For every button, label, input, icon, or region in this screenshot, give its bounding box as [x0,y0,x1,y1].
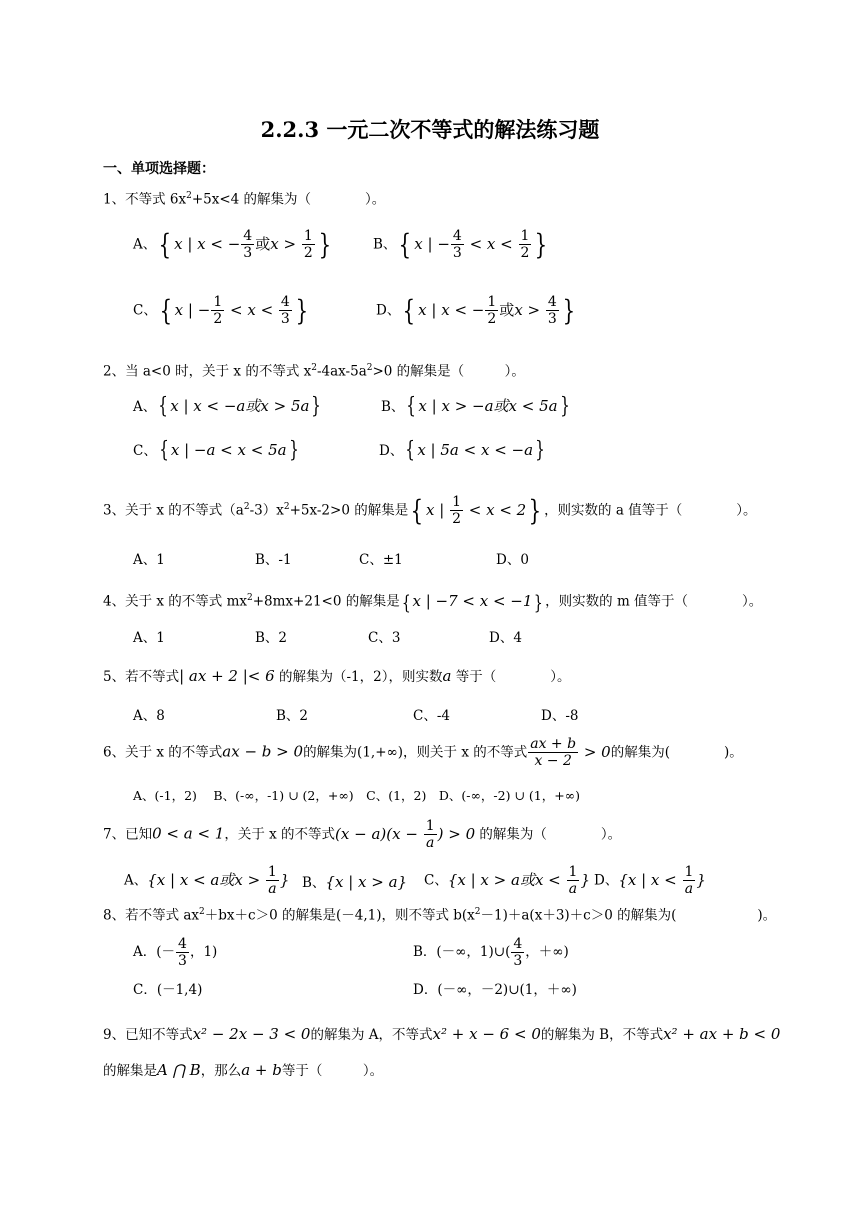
q1-option-a: A、{ x | x < − $\frac{4}{3}$ 或x > $\frac{1}{2}$ } [133,227,331,261]
q5-option-c: C、-4 [413,708,450,724]
q4-option-d: D、4 [489,630,522,646]
q2-option-c: C、{ x | −a < x < 5a} [133,438,299,463]
q8-option-d: D．(－∞，－2)∪(1，＋∞) [413,982,577,998]
q1-option-b: B、{ x | − $\frac{4}{3}$ < x < $\frac{1}{2}$ } [373,227,548,261]
q7-option-b: B、{x | x > a} [302,873,408,891]
q3-option-a: A、1 [133,552,165,568]
q4-option-a: A、1 [133,630,165,646]
q8-option-a: A．(－ $\frac{4}{3}$ ，1) [133,936,218,969]
q6-options: A、(-1，2) B、(-∞，-1) ∪ (2，+∞) C、(1，2) D、(-∞，-2) ∪ (1，+∞) [133,788,580,803]
question-8: 8、若不等式 $ax^2+bx+c>0$ 的解集是(－4,1)，则不等式 $b(x^2-1)+a(x+3)+c>0$ 的解集为( )。 [103,907,777,924]
q5-option-a: A、8 [133,708,165,724]
q2-option-b: B、{ x | x > −a或x < 5a} [381,394,570,419]
section-heading: 一、单项选择题： [103,161,215,177]
q2-option-a: A、{ x | x < −a或x > 5a} [133,394,322,419]
question-2: 2、当 a<0 时，关于 x 的不等式 $x^2-4ax-5a^2>0$ 的解集是（ ）。 [103,363,525,380]
q5-option-b: B、2 [276,708,309,724]
q1-option-c: C、{ x | − $\frac{1}{2}$ < x < $\frac{4}{3}$ } [133,293,308,327]
q7-option-a: A、{x | x < a或x > $\frac{1}{a}$ } [124,864,290,897]
question-7: 7、已知0 < a < 1，关于 x 的不等式(x − a)(x − $\frac{1}{a}$ ) > 0 的解集为（ ）。 [103,818,622,851]
q1-option-d: D、{ x | x < − $\frac{1}{2}$ 或x > $\frac{4}{3}$ } [376,293,575,327]
q7-option-c: C、{x | x > a或x < $\frac{1}{a}$ } [424,864,590,897]
q4-option-c: C、3 [368,630,401,646]
question-9-line-2: 的解集是A ⋂ B，那么a + b等于（ ）。 [103,1061,384,1079]
q3-option-c: C、±1 [359,552,403,568]
q8-option-c: C．(－1,4) [133,982,203,998]
q2-option-d: D、{ x | 5a < x < −a} [379,438,545,463]
q3-option-d: D、0 [496,552,529,568]
question-1: 1、不等式 $6x^2+5x<4$ 的解集为（ ）。 [103,191,386,208]
q4-option-b: B、2 [255,630,288,646]
q3-option-b: B、-1 [255,552,292,568]
page-title: 2.2.3 一元二次不等式的解法练习题 [260,117,600,142]
question-5: 5、若不等式| ax + 2 |< 6 的解集为（-1，2），则实数a 等于（ ）。 [103,667,571,685]
q8-option-b: B．(－∞，1)∪( $\frac{4}{3}$ ，＋∞) [413,936,569,969]
question-4: 4、关于 x 的不等式 $mx^2+8mx+21<0$ 的解集是{ x | −7 < x < −1} ，则实数的 m 值等于（ ）。 [103,589,763,614]
question-9-line-1: 9、已知不等式x² − 2x − 3 < 0的解集为 A，不等式x² + x − 6 < 0的解集为 B，不等式x² + ax + b < 0 [103,1025,781,1043]
q5-option-d: D、-8 [541,708,579,724]
question-3: 3、关于 x 的不等式$(a^2-3)x^2+5x-2>0$ 的解集是{ x | $\frac{1}{2}$ < x < 2} ，则实数的 a 值等于（ ）。 [103,493,757,527]
q7-option-d: D、{x | x < $\frac{1}{a}$ } [594,864,706,897]
question-6: 6、关于 x 的不等式ax − b > 0的解集为(1,+∞)，则关于 x 的不等式 $\frac{ax + b}{x - 2}$ > 0的解集为( )。 [103,736,743,769]
